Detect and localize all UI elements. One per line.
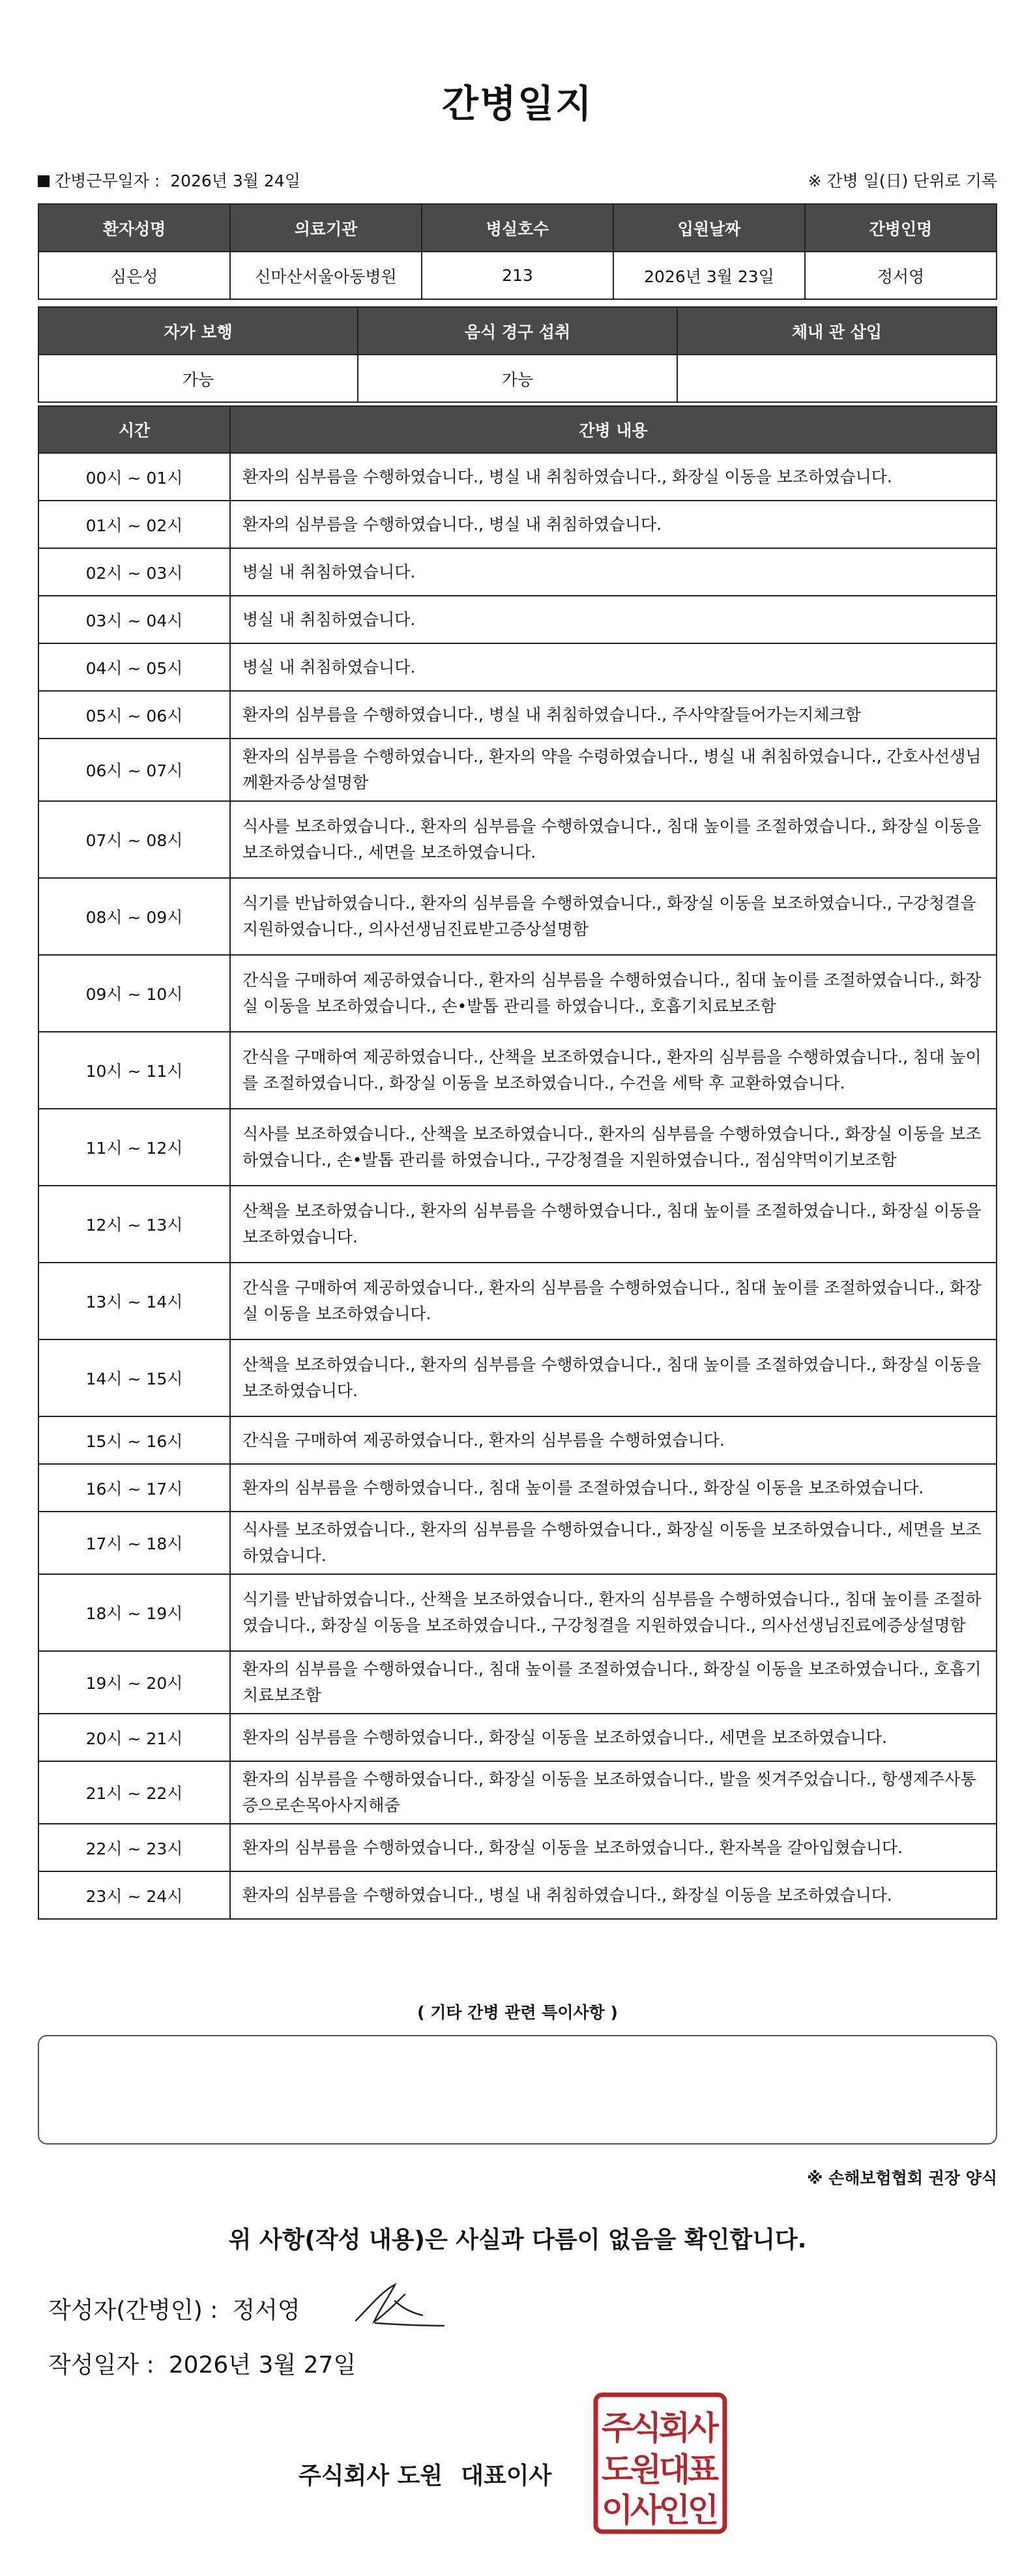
handwritten-signature — [349, 2275, 447, 2334]
writer-line — [48, 2292, 300, 2325]
document-title: 간병일지 — [441, 81, 594, 126]
written-date-value: 2026년 3월 27일 — [168, 2352, 357, 2378]
row-time: 14시 ~ 15시 — [38, 1339, 230, 1416]
written-date-line — [48, 2347, 356, 2380]
row-time: 12시 ~ 13시 — [38, 1186, 230, 1263]
row-time: 05시 ~ 06시 — [38, 691, 230, 739]
table-row — [38, 691, 997, 739]
row-time: 15시 ~ 16시 — [38, 1416, 230, 1464]
row-content: 간식을 구매하여 제공하였습니다., 환자의 심부름을 수행하였습니다., 침대 높이를 조절하였습니다., 화장실 이동을 보조하였습니다., 손•발톱 관리를 하였습니다., 호흡기치료보조함 — [230, 955, 997, 1032]
table-row — [38, 501, 997, 548]
header-walking: 자가 보행 — [38, 307, 358, 355]
row-content: 식기를 반납하였습니다., 산책을 보조하였습니다., 환자의 심부름을 수행하였습니다., 침대 높이를 조절하였습니다., 화장실 이동을 보조하였습니다., 구강청결을 지원하였습니다., 의사선생님진료에증상설명함 — [230, 1574, 997, 1651]
square-bullet-icon — [38, 175, 50, 187]
row-content: 환자의 심부름을 수행하였습니다., 화장실 이동을 보조하였습니다., 환자복을 갈아입혔습니다. — [230, 1824, 997, 1871]
row-content: 식사를 보조하였습니다., 산책을 보조하였습니다., 환자의 심부름을 수행하였습니다., 화장실 이동을 보조하였습니다., 손•발톱 관리를 하였습니다., 구강청결을 지원하였습니다., 점심약먹이기보조함 — [230, 1109, 997, 1186]
row-content: 환자의 심부름을 수행하였습니다., 침대 높이를 조절하였습니다., 화장실 이동을 보조하였습니다., 호흡기치료보조함 — [230, 1651, 997, 1714]
row-time: 03시 ~ 04시 — [38, 596, 230, 643]
row-time: 07시 ~ 08시 — [38, 801, 230, 878]
remarks-title: ( 기타 간병 관련 특이사항 ) — [417, 2003, 618, 2022]
table-row — [38, 1574, 997, 1651]
row-content: 식사를 보조하였습니다., 환자의 심부름을 수행하였습니다., 화장실 이동을 보조하였습니다., 세면을 보조하였습니다. — [230, 1512, 997, 1574]
work-date: 간병근무일자 : 2026년 3월 24일 — [38, 168, 300, 192]
remarks-box — [38, 2035, 997, 2144]
company-name: 주식회사 도원 — [299, 2463, 443, 2489]
row-content: 환자의 심부름을 수행하였습니다., 병실 내 취침하였습니다. — [230, 501, 997, 548]
table-row — [38, 739, 997, 801]
row-content: 병실 내 취침하였습니다. — [230, 643, 997, 691]
header-admission-date: 입원날짜 — [613, 204, 805, 252]
oral-intake-value: 가능 — [358, 355, 677, 402]
header-oral-intake: 음식 경구 섭취 — [358, 307, 677, 355]
tube-value — [677, 355, 997, 402]
row-time: 08시 ~ 09시 — [38, 878, 230, 955]
table-row — [38, 1263, 997, 1339]
caregiver-name: 정서영 — [805, 252, 997, 299]
row-time: 02시 ~ 03시 — [38, 548, 230, 596]
row-content: 간식을 구매하여 제공하였습니다., 환자의 심부름을 수행하였습니다., 침대 높이를 조절하였습니다., 화장실 이동을 보조하였습니다. — [230, 1263, 997, 1339]
row-time: 22시 ~ 23시 — [38, 1824, 230, 1871]
header-hospital: 의료기관 — [230, 204, 422, 252]
hospital-name: 신마산서울아동병원 — [230, 252, 422, 299]
table-row — [38, 878, 997, 955]
row-content: 식기를 반납하였습니다., 환자의 심부름을 수행하였습니다., 화장실 이동을 보조하였습니다., 구강청결을 지원하였습니다., 의사선생님진료받고증상설명함 — [230, 878, 997, 955]
association-note: ※ 손해보험협회 권장 양식 — [807, 2169, 997, 2188]
header-time: 시간 — [38, 406, 230, 453]
patient-name: 심은성 — [38, 252, 230, 299]
row-time: 13시 ~ 14시 — [38, 1263, 230, 1339]
company-representative: 대표이사 — [461, 2463, 552, 2489]
header-caregiver: 간병인명 — [805, 204, 997, 252]
table-row — [38, 955, 997, 1032]
header-room: 병실호수 — [422, 204, 613, 252]
writer-label: 작성자(간병인) : — [48, 2297, 218, 2324]
row-time: 10시 ~ 11시 — [38, 1032, 230, 1109]
table-row — [38, 1464, 997, 1512]
table-row — [38, 1339, 997, 1416]
table-row — [38, 1871, 997, 1919]
row-time: 00시 ~ 01시 — [38, 453, 230, 501]
row-content: 간식을 구매하여 제공하였습니다., 산책을 보조하였습니다., 환자의 심부름을 수행하였습니다., 침대 높이를 조절하였습니다., 화장실 이동을 보조하였습니다., 수건을 세탁 후 교환하였습니다. — [230, 1032, 997, 1109]
ability-table — [38, 306, 997, 403]
table-row — [38, 1416, 997, 1464]
company-seal-stamp — [592, 2391, 729, 2536]
patient-info-table — [38, 203, 997, 300]
row-content: 환자의 심부름을 수행하였습니다., 병실 내 취침하였습니다., 주사약잘들어가는지체크함 — [230, 691, 997, 739]
table-row — [38, 1032, 997, 1109]
admission-date: 2026년 3월 23일 — [613, 252, 805, 299]
row-time: 19시 ~ 20시 — [38, 1651, 230, 1714]
table-row — [38, 1186, 997, 1263]
table-row — [38, 548, 997, 596]
table-row — [38, 1714, 997, 1761]
work-date-label: 간병근무일자 — [55, 171, 149, 190]
row-time: 18시 ~ 19시 — [38, 1574, 230, 1651]
row-time: 17시 ~ 18시 — [38, 1512, 230, 1574]
row-time: 04시 ~ 05시 — [38, 643, 230, 691]
table-row — [38, 1824, 997, 1871]
row-content: 간식을 구매하여 제공하였습니다., 환자의 심부름을 수행하였습니다. — [230, 1416, 997, 1464]
company-line — [299, 2457, 551, 2491]
row-time: 16시 ~ 17시 — [38, 1464, 230, 1512]
row-content: 식사를 보조하였습니다., 환자의 심부름을 수행하였습니다., 침대 높이를 조절하였습니다., 화장실 이동을 보조하였습니다., 세면을 보조하였습니다. — [230, 801, 997, 878]
table-row — [38, 801, 997, 878]
walking-value: 가능 — [38, 355, 358, 402]
table-row — [38, 1512, 997, 1574]
care-log-table — [38, 405, 997, 1920]
row-content: 환자의 심부름을 수행하였습니다., 화장실 이동을 보조하였습니다., 세면을 보조하였습니다. — [230, 1714, 997, 1761]
row-time: 20시 ~ 21시 — [38, 1714, 230, 1761]
written-date-label: 작성일자 : — [48, 2352, 154, 2378]
table-row — [38, 596, 997, 643]
row-content: 환자의 심부름을 수행하였습니다., 침대 높이를 조절하였습니다., 화장실 이동을 보조하였습니다. — [230, 1464, 997, 1512]
row-content: 환자의 심부름을 수행하였습니다., 환자의 약을 수령하였습니다., 병실 내 취침하였습니다., 간호사선생님께환자증상설명함 — [230, 739, 997, 801]
row-content: 산책을 보조하였습니다., 환자의 심부름을 수행하였습니다., 침대 높이를 조절하였습니다., 화장실 이동을 보조하였습니다. — [230, 1186, 997, 1263]
row-content: 병실 내 취침하였습니다. — [230, 596, 997, 643]
table-row — [38, 453, 997, 501]
row-time: 06시 ~ 07시 — [38, 739, 230, 801]
row-content: 환자의 심부름을 수행하였습니다., 병실 내 취침하였습니다., 화장실 이동을 보조하였습니다. — [230, 1871, 997, 1919]
writer-name: 정서영 — [232, 2297, 300, 2324]
header-content: 간병 내용 — [230, 406, 997, 453]
unit-note: ※ 간병 일(日) 단위로 기록 — [808, 171, 997, 190]
row-time: 21시 ~ 22시 — [38, 1761, 230, 1824]
row-content: 환자의 심부름을 수행하였습니다., 화장실 이동을 보조하였습니다., 발을 씻겨주었습니다., 항생제주사통증으로손목아사지해줌 — [230, 1761, 997, 1824]
care-log-rows — [38, 453, 997, 1919]
table-row — [38, 1109, 997, 1186]
row-time: 11시 ~ 12시 — [38, 1109, 230, 1186]
row-content: 산책을 보조하였습니다., 환자의 심부름을 수행하였습니다., 침대 높이를 조절하였습니다., 화장실 이동을 보조하였습니다. — [230, 1339, 997, 1416]
row-time: 01시 ~ 02시 — [38, 501, 230, 548]
row-content: 환자의 심부름을 수행하였습니다., 병실 내 취침하였습니다., 화장실 이동을 보조하였습니다. — [230, 453, 997, 501]
seal-line-2: 도원대표 — [602, 2451, 719, 2489]
row-content: 병실 내 취침하였습니다. — [230, 548, 997, 596]
header-tube: 체내 관 삽입 — [677, 307, 997, 355]
table-row — [38, 643, 997, 691]
room-number: 213 — [422, 252, 613, 299]
work-date-value: 2026년 3월 24일 — [170, 171, 300, 190]
confirmation-statement: 위 사항(작성 내용)은 사실과 다름이 없음을 확인합니다. — [228, 2227, 807, 2253]
row-time: 23시 ~ 24시 — [38, 1871, 230, 1919]
meta-row — [38, 168, 997, 194]
table-row — [38, 1761, 997, 1824]
row-time: 09시 ~ 10시 — [38, 955, 230, 1032]
table-row — [38, 1651, 997, 1714]
seal-line-1: 주식회사 — [602, 2409, 719, 2447]
seal-line-3: 이사인인 — [602, 2491, 719, 2529]
header-patient-name: 환자성명 — [38, 204, 230, 252]
